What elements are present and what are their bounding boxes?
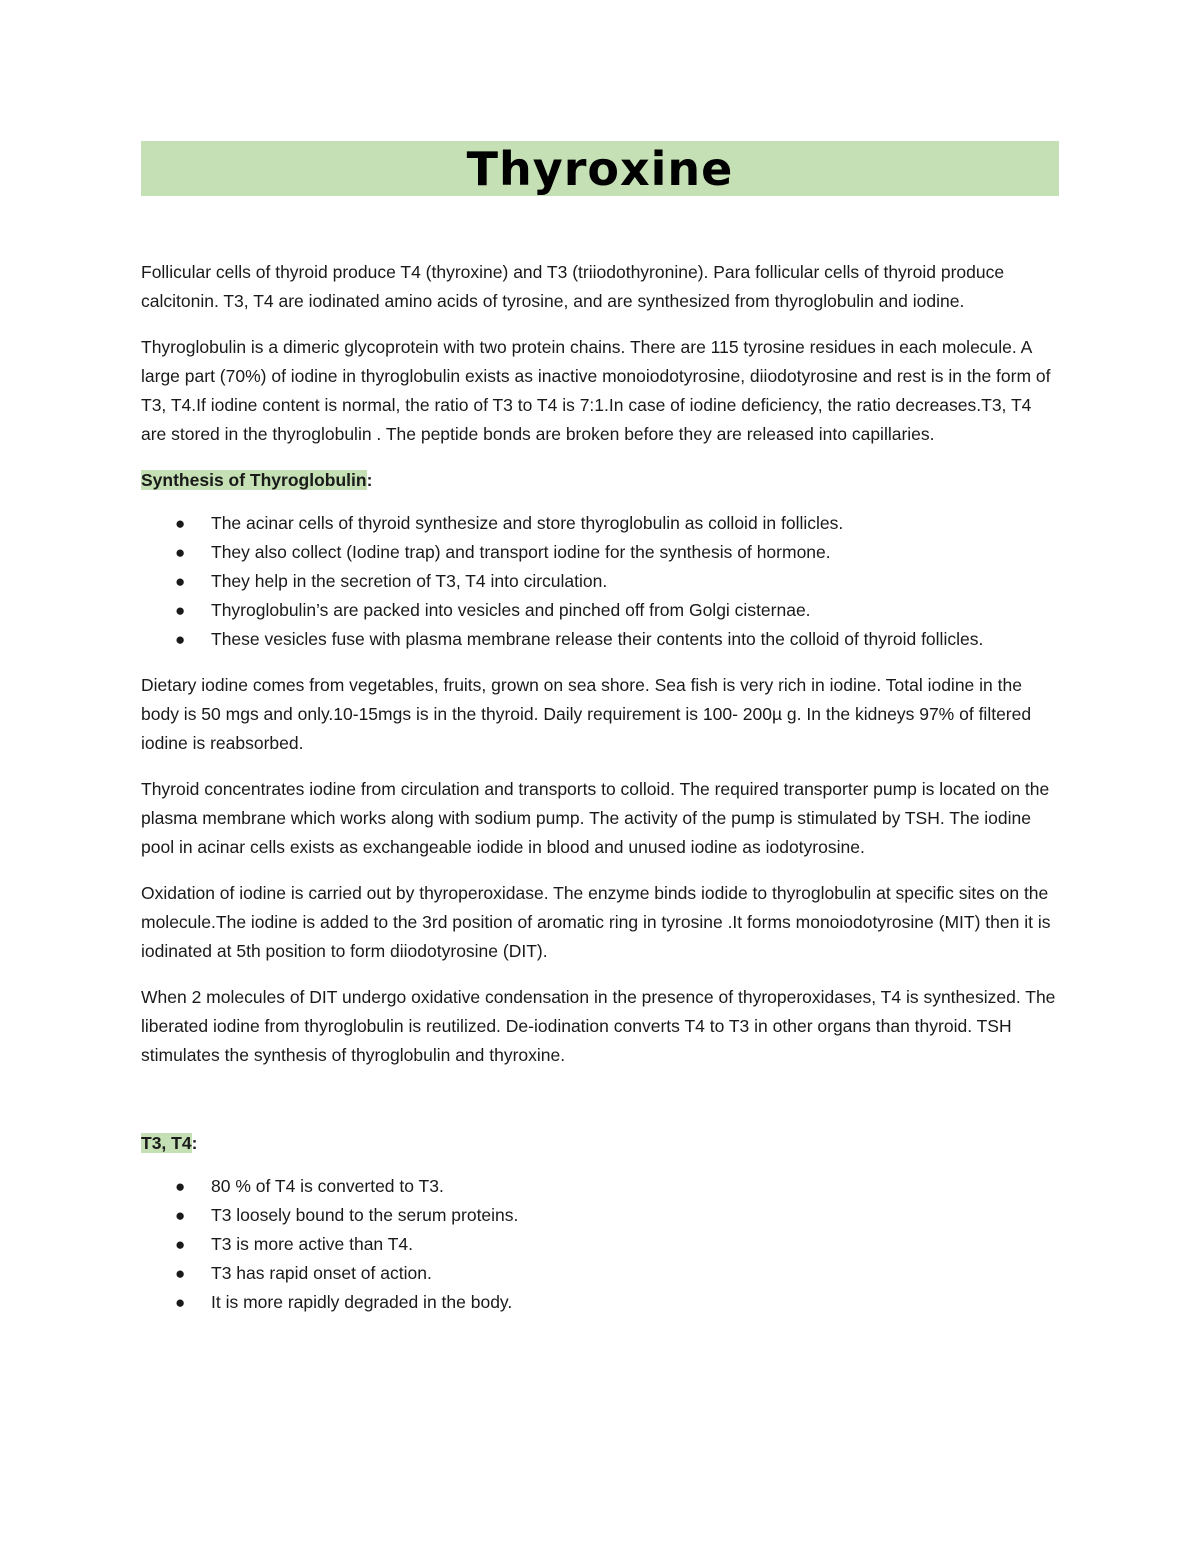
section-heading-t3-t4 bbox=[141, 1129, 1059, 1158]
title-banner bbox=[141, 141, 1059, 196]
vertical-spacer bbox=[141, 1087, 1059, 1129]
bullet-icon: ● bbox=[175, 1206, 186, 1225]
list-item bbox=[141, 567, 1059, 596]
list-item bbox=[141, 1288, 1059, 1317]
list-item bbox=[141, 625, 1059, 654]
section-heading-t3-t4-colon: : bbox=[191, 1133, 198, 1153]
synthesis-bullet-list bbox=[141, 509, 1059, 654]
list-item-text: The acinar cells of thyroid synthesize and store thyroglobulin as colloid in follicles. bbox=[211, 513, 844, 533]
section-heading-synthesis bbox=[141, 466, 1059, 495]
list-item bbox=[141, 1230, 1059, 1259]
bullet-icon: ● bbox=[175, 1235, 186, 1254]
bullet-icon: ● bbox=[175, 543, 186, 562]
bullet-icon: ● bbox=[175, 1293, 186, 1312]
list-item-text: These vesicles fuse with plasma membrane release their contents into the colloid of thyroid follicles. bbox=[211, 629, 984, 649]
list-item-text: It is more rapidly degraded in the body. bbox=[211, 1292, 513, 1312]
list-item-text: They also collect (Iodine trap) and transport iodine for the synthesis of hormone. bbox=[211, 542, 831, 562]
section-heading-t3-t4-label: T3, T4 bbox=[141, 1133, 192, 1153]
paragraph-iodine-oxidation: Oxidation of iodine is carried out by thyroperoxidase. The enzyme binds iodide to thyroglobulin at specific sites on the molecule.The iodine is added to the 3rd position of aromatic ring in tyrosine .It forms monoiodotyrosine (MIT) then it is iodinated at 5th position to form diiodotyrosine (DIT). bbox=[141, 883, 1051, 961]
list-item-text: T3 has rapid onset of action. bbox=[211, 1263, 432, 1283]
list-item-text: T3 is more active than T4. bbox=[211, 1234, 413, 1254]
bullet-icon: ● bbox=[175, 630, 186, 649]
document-title: Thyroxine bbox=[466, 141, 734, 196]
list-item bbox=[141, 596, 1059, 625]
list-item-text: They help in the secretion of T3, T4 into circulation. bbox=[211, 571, 608, 591]
bullet-icon: ● bbox=[175, 514, 186, 533]
paragraph-intro-1: Follicular cells of thyroid produce T4 (thyroxine) and T3 (triiodothyronine). Para follicular cells of thyroid produce calcitonin. T3, T4 are iodinated amino acids of tyrosine, and are synthesized from thyroglobulin and iodine. bbox=[141, 262, 1005, 311]
list-item bbox=[141, 1172, 1059, 1201]
bullet-icon: ● bbox=[175, 601, 186, 620]
bullet-icon: ● bbox=[175, 1177, 186, 1196]
list-item bbox=[141, 538, 1059, 567]
paragraph-iodine-transport: Thyroid concentrates iodine from circulation and transports to colloid. The required transporter pump is located on the plasma membrane which works along with sodium pump. The activity of the pump is stimulated by TSH. The iodine pool in acinar cells exists as exchangeable iodide in blood and unused iodine as iodotyrosine. bbox=[141, 779, 1050, 857]
list-item-text: T3 loosely bound to the serum proteins. bbox=[211, 1205, 519, 1225]
bullet-icon: ● bbox=[175, 572, 186, 591]
list-item bbox=[141, 1259, 1059, 1288]
list-item bbox=[141, 509, 1059, 538]
paragraph-dietary-iodine: Dietary iodine comes from vegetables, fruits, grown on sea shore. Sea fish is very rich in iodine. Total iodine in the body is 50 mgs and only.10-15mgs is in the thyroid. Daily requirement is 100- 200µ g. In the kidneys 97% of filtered iodine is reabsorbed. bbox=[141, 675, 1032, 753]
t3-t4-bullet-list bbox=[141, 1172, 1059, 1317]
bullet-icon: ● bbox=[175, 1264, 186, 1283]
paragraph-intro-2: Thyroglobulin is a dimeric glycoprotein with two protein chains. There are 115 tyrosine residues in each molecule. A large part (70%) of iodine in thyroglobulin exists as inactive monoiodotyrosine, diiodotyrosine and rest is in the form of T3, T4.If iodine content is normal, the ratio of T3 to T4 is 7:1.In case of iodine deficiency, the ratio decreases.T3, T4 are stored in the thyroglobulin . The peptide bonds are broken before they are released into capillaries. bbox=[141, 337, 1051, 444]
list-item bbox=[141, 1201, 1059, 1230]
paragraph-dit-condensation: When 2 molecules of DIT undergo oxidative condensation in the presence of thyroperoxidases, T4 is synthesized. The liberated iodine from thyroglobulin is reutilized. De-iodination converts T4 to T3 in other organs than thyroid. TSH stimulates the synthesis of thyroglobulin and thyroxine. bbox=[141, 987, 1056, 1065]
section-heading-synthesis-colon: : bbox=[366, 470, 373, 490]
list-item-text: Thyroglobulin’s are packed into vesicles and pinched off from Golgi cisternae. bbox=[211, 600, 811, 620]
document-body bbox=[141, 258, 1059, 1334]
section-heading-synthesis-label: Synthesis of Thyroglobulin bbox=[141, 470, 367, 490]
list-item-text: 80 % of T4 is converted to T3. bbox=[211, 1176, 444, 1196]
